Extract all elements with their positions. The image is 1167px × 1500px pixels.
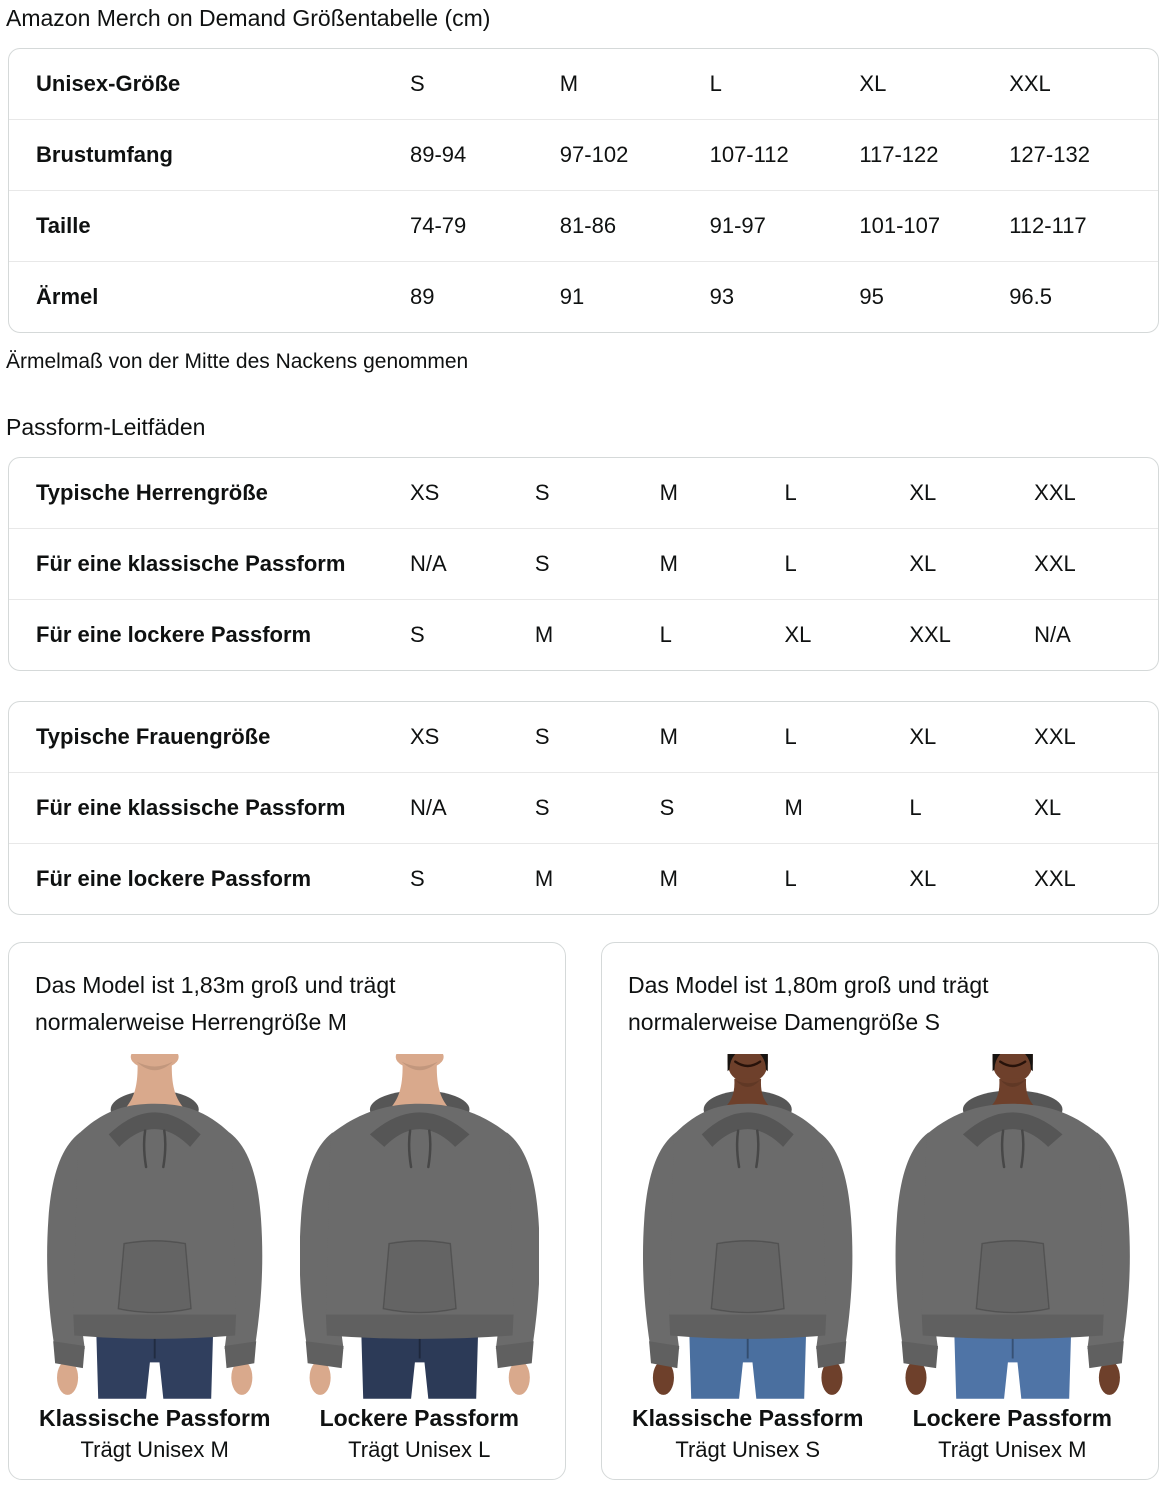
size-cell: 117-122 <box>859 141 939 167</box>
model-description-men: Das Model ist 1,83m groß und trägt normalerweise Herrengröße M <box>35 971 396 1035</box>
row-label: Brustumfang <box>36 141 173 167</box>
row-label: Für eine klassische Passform <box>36 794 346 820</box>
size-cell: 81-86 <box>559 212 617 238</box>
size-cell: XL <box>909 550 937 576</box>
model-cards-row <box>8 942 1159 1480</box>
fit-caption-sub: Trägt Unisex M <box>938 1437 1087 1463</box>
fit-guides-heading: Passform-Leitfäden <box>6 413 206 440</box>
size-cell: 91-97 <box>709 212 766 238</box>
size-cell: XXL <box>1009 70 1051 96</box>
size-cell: XS <box>410 723 440 749</box>
model-photo <box>35 1054 274 1463</box>
hoodie-model-illustration <box>300 1054 539 1399</box>
table-row <box>9 261 1158 332</box>
size-cell: N/A <box>410 794 447 820</box>
fit-caption-title: Lockere Passform <box>912 1405 1113 1432</box>
model-photo <box>893 1054 1132 1463</box>
size-cell: 93 <box>709 283 735 309</box>
model-photo <box>300 1054 539 1463</box>
size-cell: L <box>784 723 797 749</box>
size-cell: S <box>410 865 425 891</box>
row-label: Typische Frauengröße <box>36 723 271 749</box>
model-description-women: Das Model ist 1,80m groß und trägt normalerweise Damengröße S <box>628 971 989 1035</box>
fit-caption-sub: Trägt Unisex S <box>675 1437 821 1463</box>
fit-caption-title: Klassische Passform <box>38 1405 271 1432</box>
size-cell: 107-112 <box>709 141 789 167</box>
row-label: Unisex-Größe <box>36 70 181 96</box>
row-label: Für eine lockere Passform <box>36 865 312 891</box>
table-row <box>9 843 1158 914</box>
fit-caption-title: Klassische Passform <box>631 1405 864 1432</box>
row-label: Taille <box>36 212 91 238</box>
size-cell: M <box>659 865 678 891</box>
table-row <box>9 772 1158 843</box>
size-cell: S <box>659 794 675 820</box>
size-cell: XXL <box>1034 550 1076 576</box>
size-cell: N/A <box>410 550 447 576</box>
hoodie-model-illustration <box>35 1054 274 1399</box>
table-row <box>9 702 1158 772</box>
size-cell: S <box>534 723 550 749</box>
sleeve-measurement-note: Ärmelmaß von der Mitte des Nackens genommen <box>6 349 469 373</box>
size-cell: 89 <box>410 283 435 309</box>
hoodie-model-illustration <box>628 1054 867 1399</box>
table-row <box>9 528 1158 599</box>
size-cell: L <box>709 70 722 96</box>
size-cell: S <box>410 621 425 647</box>
size-cell: XL <box>859 70 887 96</box>
fit-caption-sub: Trägt Unisex L <box>348 1437 491 1463</box>
row-label: Für eine lockere Passform <box>36 621 312 647</box>
table-row <box>9 190 1158 261</box>
size-cell: S <box>534 794 550 820</box>
size-cell: 97-102 <box>559 141 629 167</box>
size-cell: XS <box>410 479 440 505</box>
size-cell: M <box>534 621 554 647</box>
size-cell: M <box>784 794 803 820</box>
row-label: Typische Herrengröße <box>36 479 268 505</box>
size-cell: S <box>534 550 550 576</box>
size-cell: XL <box>909 865 937 891</box>
size-cell: S <box>410 70 425 96</box>
model-card-women <box>601 942 1159 1480</box>
size-cell: L <box>659 621 672 647</box>
size-cell: 101-107 <box>859 212 941 238</box>
size-cell: M <box>559 70 579 96</box>
size-cell: 89-94 <box>410 141 467 167</box>
table-row <box>9 599 1158 670</box>
table-row <box>9 119 1158 190</box>
fit-caption-title: Lockere Passform <box>319 1405 520 1432</box>
size-cell: L <box>784 550 797 576</box>
women-fit-table <box>8 701 1159 915</box>
unisex-size-table <box>8 48 1159 333</box>
size-cell: M <box>659 550 678 576</box>
size-cell: 112-117 <box>1009 212 1087 238</box>
size-cell: 95 <box>859 283 884 309</box>
size-cell: XXL <box>1034 723 1076 749</box>
size-cell: 74-79 <box>410 212 467 238</box>
size-cell: XL <box>784 621 812 647</box>
size-cell: S <box>534 479 550 505</box>
size-cell: XXL <box>1034 865 1076 891</box>
size-cell: XL <box>909 479 937 505</box>
model-photos-women <box>628 1054 1132 1463</box>
model-photos-men <box>35 1054 539 1463</box>
size-cell: XXL <box>1034 479 1076 505</box>
size-cell: L <box>784 865 797 891</box>
size-cell: L <box>784 479 797 505</box>
size-cell: M <box>659 479 678 505</box>
size-cell: 127-132 <box>1009 141 1090 167</box>
row-label: Ärmel <box>36 283 99 309</box>
hoodie-model-illustration <box>893 1054 1132 1399</box>
size-cell: 91 <box>559 283 585 309</box>
size-cell: L <box>909 794 922 820</box>
fit-caption-sub: Trägt Unisex M <box>80 1437 229 1463</box>
page-title: Amazon Merch on Demand Größentabelle (cm) <box>6 5 491 31</box>
size-cell: 96.5 <box>1009 283 1053 309</box>
table-row <box>9 458 1158 528</box>
size-cell: M <box>659 723 678 749</box>
size-cell: XL <box>1034 794 1062 820</box>
size-cell: XL <box>909 723 937 749</box>
model-card-men <box>8 942 566 1480</box>
men-fit-table <box>8 457 1159 671</box>
size-cell: M <box>534 865 554 891</box>
model-photo <box>628 1054 867 1463</box>
row-label: Für eine klassische Passform <box>36 550 346 576</box>
size-cell: XXL <box>909 621 951 647</box>
size-cell: N/A <box>1034 621 1071 647</box>
table-row <box>9 49 1158 119</box>
